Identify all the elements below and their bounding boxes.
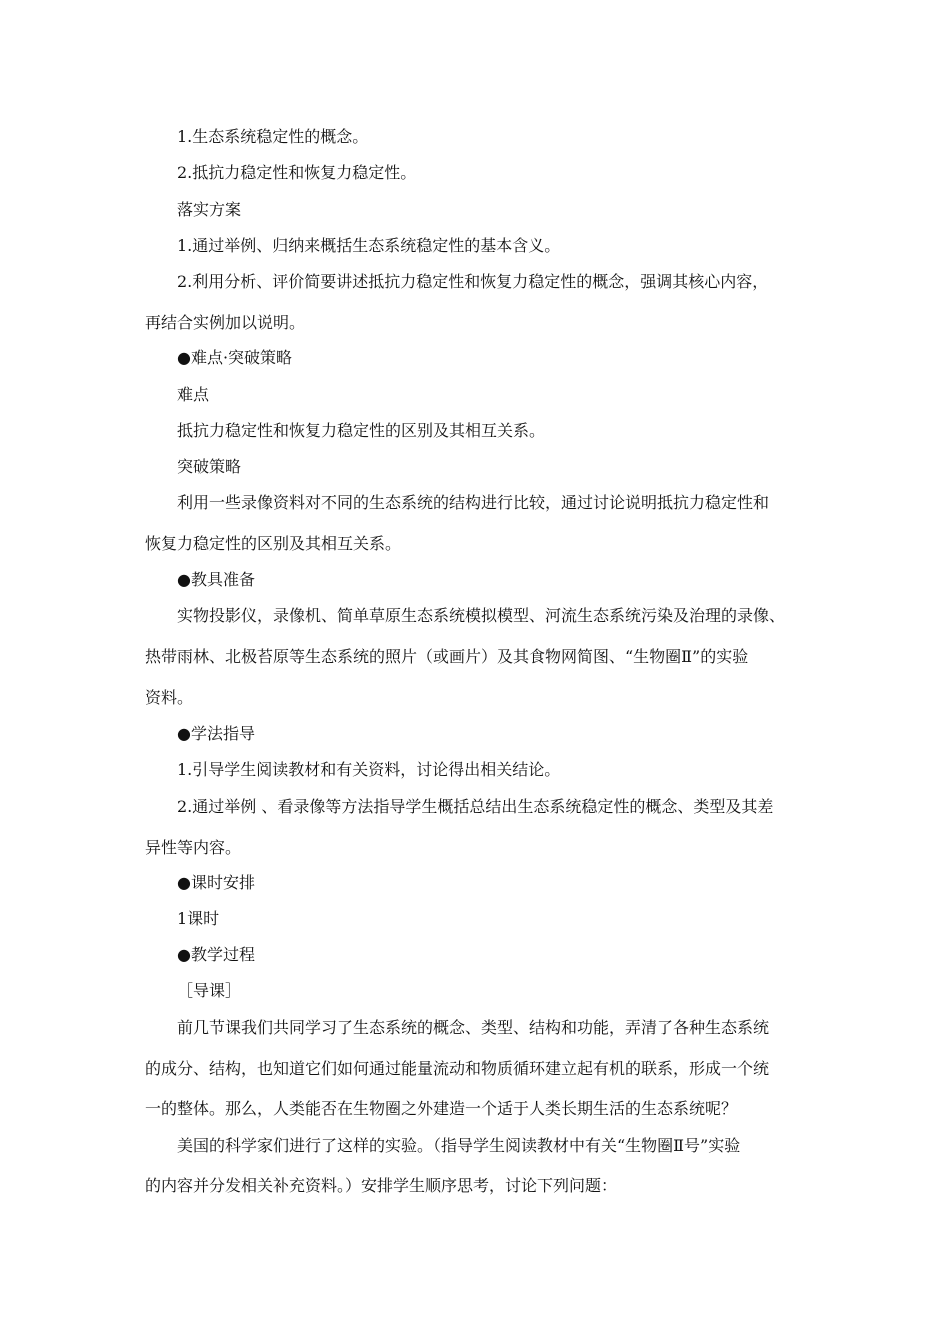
text-line: 美国的科学家们进行了这样的实验。（指导学生阅读教材中有关“生物圈Ⅱ号”实验 <box>177 1136 741 1155</box>
text-line: 1课时 <box>177 909 220 928</box>
text-line: 2.通过举例 、看录像等方法指导学生概括总结出生态系统稳定性的概念、类型及其差 <box>177 797 774 816</box>
text-line: 1.引导学生阅读教材和有关资料，讨论得出相关结论。 <box>177 760 561 779</box>
text-line: 1.生态系统稳定性的概念。 <box>177 127 369 146</box>
text-line: 实物投影仪，录像机、简单草原生态系统模拟模型、河流生态系统污染及治理的录像、 <box>177 606 786 625</box>
section-heading: 落实方案 <box>177 200 242 219</box>
section-heading: ●难点·突破策略 <box>177 348 293 367</box>
text-line: 前几节课我们共同学习了生态系统的概念、类型、结构和功能，弄清了各种生态系统 <box>177 1018 770 1037</box>
text-line: 一的整体。那么，人类能否在生物圈之外建造一个适于人类长期生活的生态系统呢？ <box>145 1099 738 1118</box>
text-line: 2.抵抗力稳定性和恢复力稳定性。 <box>177 163 417 182</box>
text-line: 恢复力稳定性的区别及其相互关系。 <box>145 534 402 553</box>
section-heading: ●教具准备 <box>177 570 255 589</box>
section-heading: ●学法指导 <box>177 724 255 743</box>
text-line: 2.利用分析、评价简要讲述抵抗力稳定性和恢复力稳定性的概念，强调其核心内容， <box>177 272 769 291</box>
text-line: 的内容并分发相关补充资料。）安排学生顺序思考，讨论下列问题： <box>145 1176 618 1195</box>
text-line: 再结合实例加以说明。 <box>145 313 306 332</box>
section-heading: ●教学过程 <box>177 945 255 964</box>
section-heading: ［导课］ <box>177 981 242 1000</box>
section-heading: 难点 <box>177 385 210 404</box>
text-line: 资料。 <box>145 688 194 707</box>
text-line: 抵抗力稳定性和恢复力稳定性的区别及其相互关系。 <box>177 421 546 440</box>
section-heading: 突破策略 <box>177 457 242 476</box>
text-line: 热带雨林、北极苔原等生态系统的照片（或画片）及其食物网简图、“生物圈Ⅱ”的实验 <box>145 647 749 666</box>
text-line: 的成分、结构，也知道它们如何通过能量流动和物质循环建立起有机的联系，形成一个统 <box>145 1059 770 1078</box>
text-line: 利用一些录像资料对不同的生态系统的结构进行比较，通过讨论说明抵抗力稳定性和 <box>177 493 770 512</box>
text-line: 异性等内容。 <box>145 838 242 857</box>
text-line: 1.通过举例、归纳来概括生态系统稳定性的基本含义。 <box>177 236 561 255</box>
section-heading: ●课时安排 <box>177 873 255 892</box>
